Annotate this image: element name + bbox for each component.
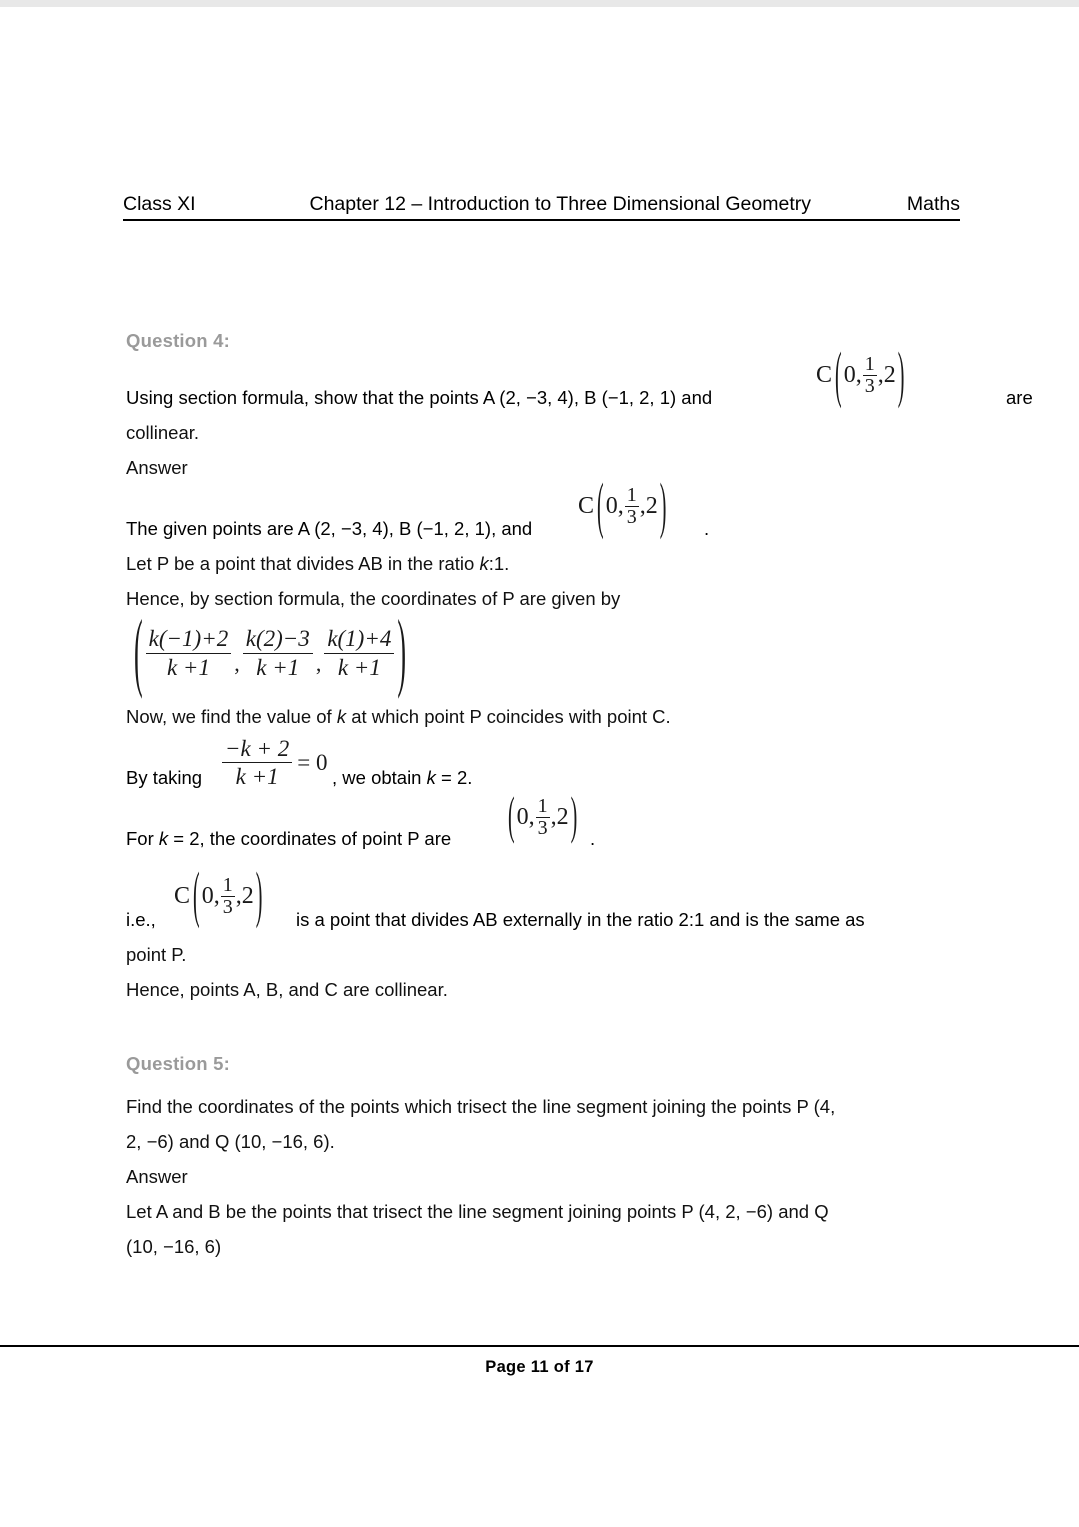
question-5-answer-line2: (10, −16, 6) xyxy=(126,1235,222,1257)
section-formula-term-3 xyxy=(324,626,394,681)
question-5-answer-label: Answer xyxy=(126,1165,188,1187)
fraction-denominator-3: 3 xyxy=(537,816,548,839)
math-coord-z: 2 xyxy=(883,362,896,388)
question-5-prompt-line1: Find the coordinates of the points which trisect the line segment joining the points P (4, xyxy=(126,1095,836,1117)
math-point-c-expression-2 xyxy=(578,471,668,542)
paren-close-icon-3: ) xyxy=(570,788,578,846)
math-coord-z-2: 2 xyxy=(645,493,658,519)
fraction-numerator-2: 1 xyxy=(626,484,637,506)
question-4-heading: Question 4: xyxy=(126,330,230,351)
question-4-answer-label: Answer xyxy=(126,457,188,478)
ie-tail-text: is a point that divides AB externally in the ratio 2:1 and is the same as xyxy=(296,908,865,930)
let-p-variable-k: k xyxy=(479,553,489,574)
point-p-line: point P. xyxy=(126,943,187,965)
page-header xyxy=(123,193,960,221)
math-comma-7: , xyxy=(213,882,220,909)
for-k-text-b: = 2, the coordinates of point P are xyxy=(168,827,452,849)
math-c-label: C xyxy=(816,362,833,388)
math-comma-3: , xyxy=(617,493,624,519)
math-comma-2: , xyxy=(877,362,884,388)
now-find-text-a: Now, we find the value of xyxy=(126,705,337,727)
question-4-prompt-line2: collinear. xyxy=(126,422,200,443)
question-4-prompt-trailing: are xyxy=(1006,387,1033,408)
fraction-denominator-4: 3 xyxy=(222,895,233,918)
math-coord-z-3: 2 xyxy=(556,803,569,830)
math-fraction-one-third xyxy=(863,354,877,397)
term-3-bar xyxy=(324,653,394,654)
by-taking-tail xyxy=(332,760,472,795)
term-3-numerator: k(1)+4 xyxy=(327,626,392,651)
for-k-text xyxy=(126,828,451,849)
formula-comma-2: , xyxy=(315,650,322,676)
term-1-numerator: k(−1)+2 xyxy=(148,626,229,651)
by-taking-row xyxy=(126,735,964,795)
for-k-text-a: For xyxy=(126,827,159,849)
math-coord-z-4: 2 xyxy=(241,882,254,909)
math-coordinates-p xyxy=(506,788,579,846)
given-points-row xyxy=(126,471,964,546)
fraction-denominator: 3 xyxy=(864,375,875,397)
k-equation-equals-zero: = 0 xyxy=(297,750,328,776)
header-subject-label: Maths xyxy=(906,193,960,215)
math-comma-8: , xyxy=(235,882,242,909)
math-coord-x: 0 xyxy=(843,362,856,388)
by-taking-label: By taking xyxy=(126,766,203,788)
fraction-numerator-4: 1 xyxy=(222,873,233,896)
paren-open-icon-4: ( xyxy=(193,861,200,931)
page-content xyxy=(126,330,1033,1264)
math-coord-x-3: 0 xyxy=(516,803,529,830)
top-edge-strip xyxy=(0,0,1079,7)
term-2-denominator: k +1 xyxy=(256,654,300,680)
k-equation-bar xyxy=(222,762,292,763)
let-p-text-a: Let P be a point that divides AB in the ratio xyxy=(126,553,480,574)
section-formula-block xyxy=(126,602,964,701)
math-section-formula xyxy=(132,602,408,701)
paren-open-icon-3: ( xyxy=(508,788,515,846)
question-4-conclusion: Hence, points A, B, and C are collinear. xyxy=(126,978,448,1000)
fraction-numerator-3: 1 xyxy=(537,794,548,817)
term-1-bar xyxy=(146,653,232,654)
now-find-text-b: at which point P coincides with point C. xyxy=(346,705,671,727)
section-formula-term-1 xyxy=(146,626,232,681)
fraction-denominator-2: 3 xyxy=(626,506,637,528)
big-paren-open-icon: ( xyxy=(134,602,143,701)
section-formula-term-2 xyxy=(243,626,313,681)
for-k-variable: k xyxy=(158,827,169,849)
term-2-numerator: k(2)−3 xyxy=(245,626,310,651)
math-fraction-one-third-3 xyxy=(536,796,550,839)
term-3-denominator: k +1 xyxy=(337,654,381,680)
by-taking-variable-k: k xyxy=(426,766,436,788)
footer-divider xyxy=(0,1345,1079,1347)
paren-close-icon-4: ) xyxy=(255,861,263,931)
question-5-answer-line1: Let A and B be the points that trisect the line segment joining points P (4, 2, −6) and Q xyxy=(126,1200,829,1222)
math-c-label-3: C xyxy=(174,882,191,909)
math-comma: , xyxy=(855,362,862,388)
big-paren-close-icon: ) xyxy=(397,602,407,701)
math-comma-5: , xyxy=(528,803,535,830)
let-p-line xyxy=(126,546,964,581)
paren-close-icon-2: ) xyxy=(659,471,667,542)
k-equation-numerator: −k + 2 xyxy=(225,735,290,761)
term-1-denominator: k +1 xyxy=(166,654,210,680)
given-points-text: The given points are A (2, −3, 4), B (−1, 2, 1), and xyxy=(126,518,533,539)
for-k-period: . xyxy=(590,827,596,849)
question-5-prompt-line2: 2, −6) and Q (10, −16, 6). xyxy=(126,1130,335,1152)
now-find-line xyxy=(126,699,964,734)
let-p-text-b: :1. xyxy=(488,553,510,574)
math-fraction-one-third-2 xyxy=(625,485,639,528)
ie-label: i.e., xyxy=(126,908,156,930)
math-point-c-expression xyxy=(816,340,906,411)
math-fraction-one-third-4 xyxy=(221,875,235,918)
now-find-variable-k: k xyxy=(336,705,347,727)
footer-page-number: Page 11 of 17 xyxy=(485,1358,594,1376)
formula-comma-1: , xyxy=(234,650,240,676)
question-4-prompt-text: Using section formula, show that the points A (2, −3, 4), B (−1, 2, 1) and xyxy=(126,387,713,408)
math-coord-x-4: 0 xyxy=(201,882,214,909)
for-k-row xyxy=(126,788,964,856)
k-equation-fraction xyxy=(222,736,292,791)
math-point-c-expression-3 xyxy=(174,861,264,931)
paren-close-icon: ) xyxy=(897,340,905,411)
paren-open-icon: ( xyxy=(835,340,842,411)
math-comma-4: , xyxy=(639,493,646,519)
header-chapter-title: Chapter 12 – Introduction to Three Dimensional Geometry xyxy=(309,193,811,215)
question-5-heading: Question 5: xyxy=(126,1052,230,1074)
ie-row xyxy=(126,861,964,937)
math-coord-x-2: 0 xyxy=(605,493,618,519)
fraction-numerator: 1 xyxy=(864,353,875,375)
term-2-bar xyxy=(243,653,313,654)
by-taking-tail-b: = 2. xyxy=(435,766,473,788)
k-equation-denominator: k +1 xyxy=(235,764,279,790)
math-comma-6: , xyxy=(550,803,557,830)
section-formula-intro: Hence, by section formula, the coordinates of P are given by xyxy=(126,588,621,609)
header-class-label: Class XI xyxy=(123,193,196,215)
math-k-equation xyxy=(221,736,327,791)
math-c-label-2: C xyxy=(578,493,595,519)
by-taking-tail-a: , we obtain xyxy=(332,766,427,788)
given-points-period: . xyxy=(704,518,710,539)
paren-open-icon-2: ( xyxy=(597,471,604,542)
